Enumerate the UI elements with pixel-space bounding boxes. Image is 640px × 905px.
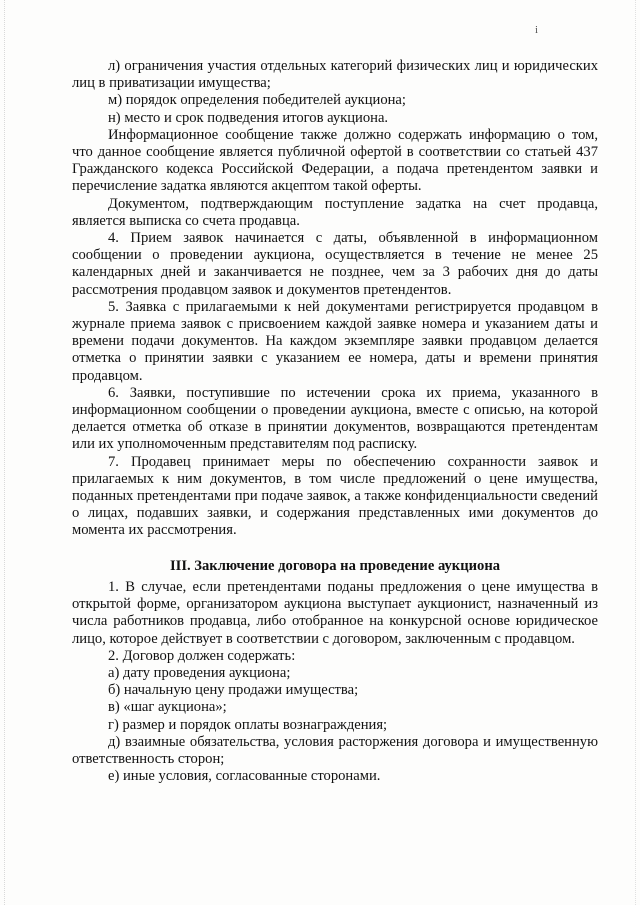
paragraph-item-n: н) место и срок подведения итогов аукциона. [108, 109, 389, 126]
document-body [72, 58, 598, 785]
paragraph-item-l: л) ограничения участия отдельных категорий физических лиц и юридических лиц в приватизации имущества; [72, 58, 598, 92]
paragraph-item-v: в) «шаг аукциона»; [108, 699, 227, 716]
paragraph-item-g: г) размер и порядок оплаты вознаграждения; [108, 716, 388, 733]
paragraph-item-a: а) дату проведения аукциона; [108, 664, 291, 681]
paragraph-item-b: б) начальную цену продажи имущества; [108, 682, 359, 699]
paragraph-clause-5: 5. Заявка с прилагаемыми к ней документами регистрируется продавцом в журнале приема заявок с присвоением каждой заявке номера и указанием даты и времени подачи документов. На каждом экземпляре заявки продавцом делается отметка о принятии заявки с указанием ее номера, даты и времени принятия продавцом. [72, 298, 598, 384]
paragraph-section3-clause-2: 2. Договор должен содержать: [108, 647, 296, 664]
section-spacer [72, 540, 598, 558]
paragraph-clause-6: 6. Заявки, поступившие по истечении срока их приема, указанного в информационном сообщении о проведении аукциона, вместе с описью, на которой делается отметка об отказе в принятии документов, возвращаются претендентам или их уполномоченным представителям под расписку. [72, 384, 598, 453]
paragraph-clause-4: 4. Прием заявок начинается с даты, объявленной в информационном сообщении о проведении аукциона, осуществляется в течение не менее 25 календарных дней и заканчивается не позднее, чем за 3 рабочих дня до даты рассмотрения продавцом заявок и документов претендентов. [72, 230, 598, 298]
paragraph-item-e: е) иные условия, согласованные сторонами. [108, 768, 381, 785]
scan-edge-left [4, 0, 6, 905]
section-heading: III. Заключение договора на проведение аукциона [169, 557, 501, 574]
paragraph-item-d: д) взаимные обязательства, условия расторжения договора и имущественную ответственность сторон; [72, 733, 598, 767]
scan-edge-right [635, 0, 637, 905]
paragraph-clause-7: 7. Продавец принимает меры по обеспечению сохранности заявок и прилагаемых к ним документов, в том числе предложений о цене имущества, поданных претендентами при подаче заявок, а также конфиденциальности сведений о лицах, подавших заявки, и содержания представленных ими документов до момента их рассмотрения. [72, 453, 598, 539]
paragraph-section3-clause-1: 1. В случае, если претендентами поданы предложения о цене имущества в открытой форме, организатором аукциона выступает аукционист, назначенный из числа работников продавца, либо отобранное на конкурсной основе юридическое лицо, которое действует в соответствии с договором, заключенным с продавцом. [72, 578, 598, 647]
paragraph-info-message: Информационное сообщение также должно содержать информацию о том, что данное сообщение является публичной офертой в соответствии со статьей 437 Гражданского кодекса Российской Федерации, а подача претендентом заявки и перечисление задатка являются акцептом такой оферты. [72, 126, 598, 195]
paragraph-item-m: м) порядок определения победителей аукциона; [108, 92, 406, 109]
paragraph-deposit-proof: Документом, подтверждающим поступление задатка на счет продавца, является выписка со счета продавца. [72, 195, 598, 229]
page-mark: i [535, 24, 539, 36]
